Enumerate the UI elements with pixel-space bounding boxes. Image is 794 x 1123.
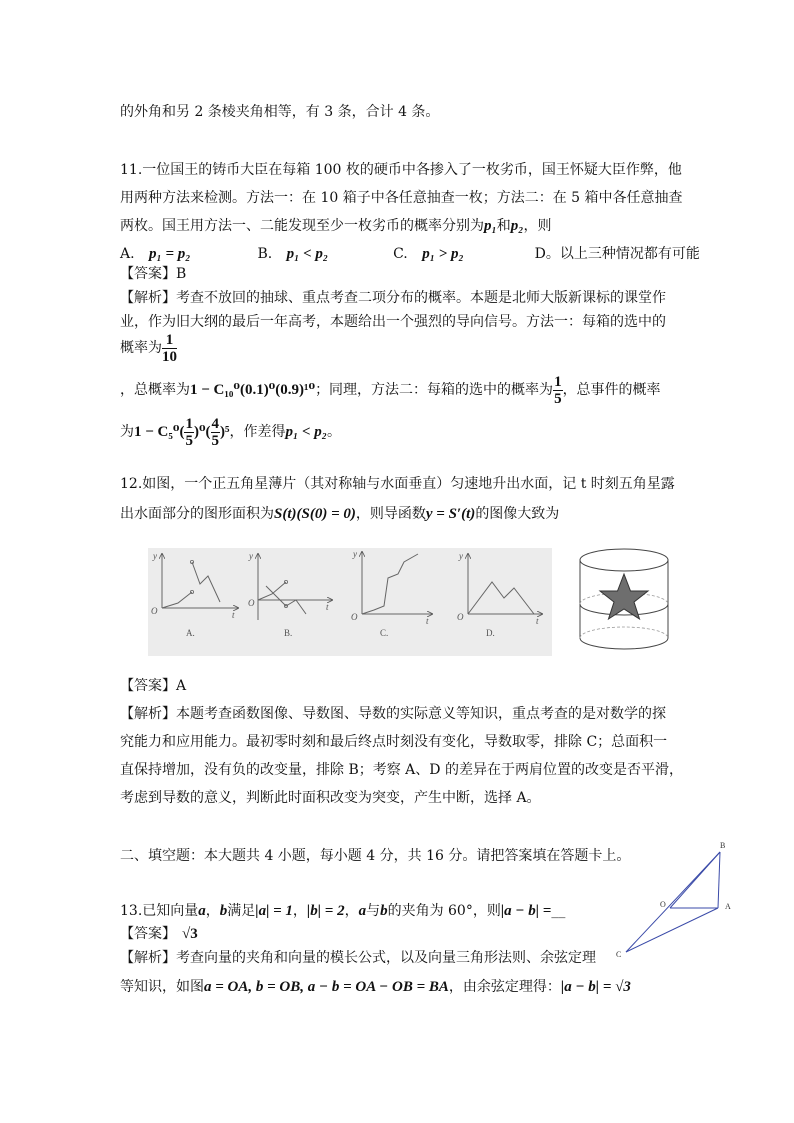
point-a-label: A [725,902,731,911]
q13-answer [120,924,198,944]
graph-a-caption: A. [186,628,195,638]
graph-d-origin-label: O [457,612,464,622]
q11-explanation-4-mid: ；同理，方法二：每箱的选中的概率为 [315,382,554,398]
vector-a: a [198,903,206,919]
fraction-1-10: $\frac{1}{10}$ [162,331,177,365]
graph-b-caption: B. [284,628,293,638]
q12-explanation-2: 究能力和应用能力。最初零时刻和最后终点时刻没有变化，导数取零，排除 C；总面积一 [120,734,668,750]
and-text: 和 [496,218,511,234]
q11-line-3-end: ，则 [523,218,552,234]
derivative-expr: y = S′(t) [425,506,476,522]
q11-explanation-3-text: 概率为 [120,340,162,356]
option-c-expr: p₁ > p₂ [422,246,464,262]
q12-line-2-text: 出水面部分的图形面积为 [120,506,274,522]
q11-explanation-2: 业，作为旧大纲的最后一年高考，本题给出一个强烈的导向信号。方法一：每箱的选中的 [120,314,666,330]
graph-a [151,551,238,638]
q12-explanation-1: 【解析】本题考查函数图像、导数图、导数的实际意义等知识，重点考查的是对数学的探 [120,706,666,722]
vector-triangle-figure [612,836,742,962]
q11-options [120,244,700,264]
q11-explanation-4 [120,370,661,410]
triangle-lines [626,852,720,952]
option-b-expr: p₁ < p₂ [286,246,329,262]
q12-line-2 [120,500,559,528]
q11-explanation-1: 【解析】考查不放回的抽球、重点考查二项分布的概率。本题是北师大版新课标的课堂作 [120,290,666,306]
p2-symbol: p₂ [510,218,524,234]
method2-expr-start: 1 − C₅⁰( [134,424,185,440]
intro-line: 的外角和另 2 条棱夹角相等，有 3 条，合计 4 条。 [120,104,440,120]
point-b-label: B [720,841,726,850]
q13-explanation-1: 【解析】考查向量的夹角和向量的模长公式，以及向量三角形法则、余弦定理 [120,950,596,966]
graph-c-origin-label: O [351,612,358,622]
graph-d [457,551,542,638]
q12-line-1: 12.如图，一个正五角星薄片（其对称轴与水面垂直）匀速地升出水面，记 t 时刻五角星露 [120,476,675,492]
q12-explanation-3: 直保持增加，没有负的改变量，排除 B；考察 A、D 的差异在于两肩位置的改变是否平滑， [120,762,683,778]
cosine-result-expr: |a − b| = √3 [560,979,631,995]
graph-c-caption: C. [380,628,389,638]
option-a-label: A. [120,246,135,262]
vector-relations-expr: a = OA, b = OB, a − b = OA − OB = BA [204,979,449,995]
graph-a-y-label: y [153,551,157,561]
q11-line-2: 用两种方法来检测。方法一：在 10 箱子中各任意抽查一枚；方法二：在 5 箱中各任意抽查 [120,190,683,206]
q13-line-1-text: 13.已知向量 [120,903,199,919]
graph-c [351,549,432,638]
vector-b-2: b [380,903,388,919]
graph-c-t-label: t [426,616,429,626]
section-2-heading: 二、填空题：本大题共 4 小题，每小题 4 分，共 16 分。请把答案填在答题卡上。 [120,848,631,864]
q11-explanation-5-end: 。 [327,424,342,440]
abs-b-expr: |b| = 2 [306,903,345,919]
graph-options-figure [148,548,552,656]
area-function-expr: S(t)(S(0) = 0) [274,506,356,522]
fraction-4-5: $\frac{4}{5}$ [211,415,220,449]
star-icon [600,574,648,619]
method2-expr-end: )⁵ [220,424,230,440]
result-expr: p₁ < p₂ [285,424,328,440]
q12-answer: 【答案】A [120,678,187,694]
point-c-label: C [616,950,622,959]
q13-explanation-2 [120,974,631,1000]
option-d: D。以上三种情况都有可能 [534,246,700,262]
p1-symbol: p₁ [484,218,497,234]
total-probability-expr: 1 − C₁₀⁰(0.1)⁰(0.9)¹⁰ [190,382,316,398]
q13-answer-value: √3 [182,926,198,942]
q11-answer: 【答案】B [120,266,187,282]
q13-explanation-2-text: 等知识，如图 [120,979,204,995]
method2-expr-mid: )⁰( [193,424,211,440]
q11-explanation-5 [120,412,341,452]
graph-a-origin-label: O [151,606,158,616]
graph-d-caption: D. [486,628,495,638]
graph-a-t-label: t [232,610,235,620]
q13-satisfy-text: 满足 [227,903,256,919]
q11-explanation-4-text: ，总概率为 [120,382,190,398]
q11-line-1: 11.一位国王的铸币大臣在每箱 100 枚的硬币中各掺入了一枚劣币，国王怀疑大臣作弊，他 [120,162,682,178]
answer-blank: __ [551,903,566,919]
q13-answer-label: 【答案】 [120,926,176,942]
comma: ， [292,903,307,919]
graph-d-y-label: y [459,551,463,561]
option-c-label: C. [393,246,408,262]
graph-d-t-label: t [536,616,539,626]
graph-c-y-label: y [353,549,357,559]
vector-b: b [219,903,228,919]
q11-explanation-5-mid: ，作差得 [229,424,286,440]
graph-b [248,551,332,638]
q13-explanation-2-mid: ，由余弦定理得： [448,979,561,995]
q12-explanation-4: 考虑到导数的意义，判断此时面积改变为突变，产生中断，选择 A。 [120,790,541,806]
abs-a-expr: |a| = 1 [255,903,293,919]
graph-b-y-label: y [249,551,253,561]
q11-line-3-text: 两枚。国王用方法一、二能发现至少一枚劣币的概率分别为 [120,218,484,234]
q11-line-3 [120,216,551,236]
comma: ， [205,903,220,919]
vector-a-2: a [358,903,367,919]
fraction-1-5-b: $\frac{1}{5}$ [185,415,193,449]
fraction-1-5: $\frac{1}{5}$ [554,373,562,407]
comma: ， [344,903,359,919]
q11-explanation-3 [120,328,177,368]
cylinder-star-figure [576,546,672,658]
option-a-expr: p₁ = p₂ [149,246,191,262]
graph-b-t-label: t [326,602,329,612]
q11-explanation-4-end: ，总事件的概率 [562,382,661,398]
graph-b-origin-label: O [248,598,255,608]
with-text: 与 [366,903,381,919]
graph-options-svg [148,548,552,656]
q11-explanation-5-text: 为 [120,424,134,440]
q12-line-2-end: 的图像大致为 [475,506,560,522]
q13-line-1 [120,898,565,924]
angle-text: 的夹角为 60°，则 [387,903,501,919]
abs-diff-expr: |a − b| = [500,903,552,919]
q12-line-2-mid: ，则导函数 [355,506,426,522]
point-o-label: O [660,900,666,909]
option-b-label: B. [257,246,273,262]
